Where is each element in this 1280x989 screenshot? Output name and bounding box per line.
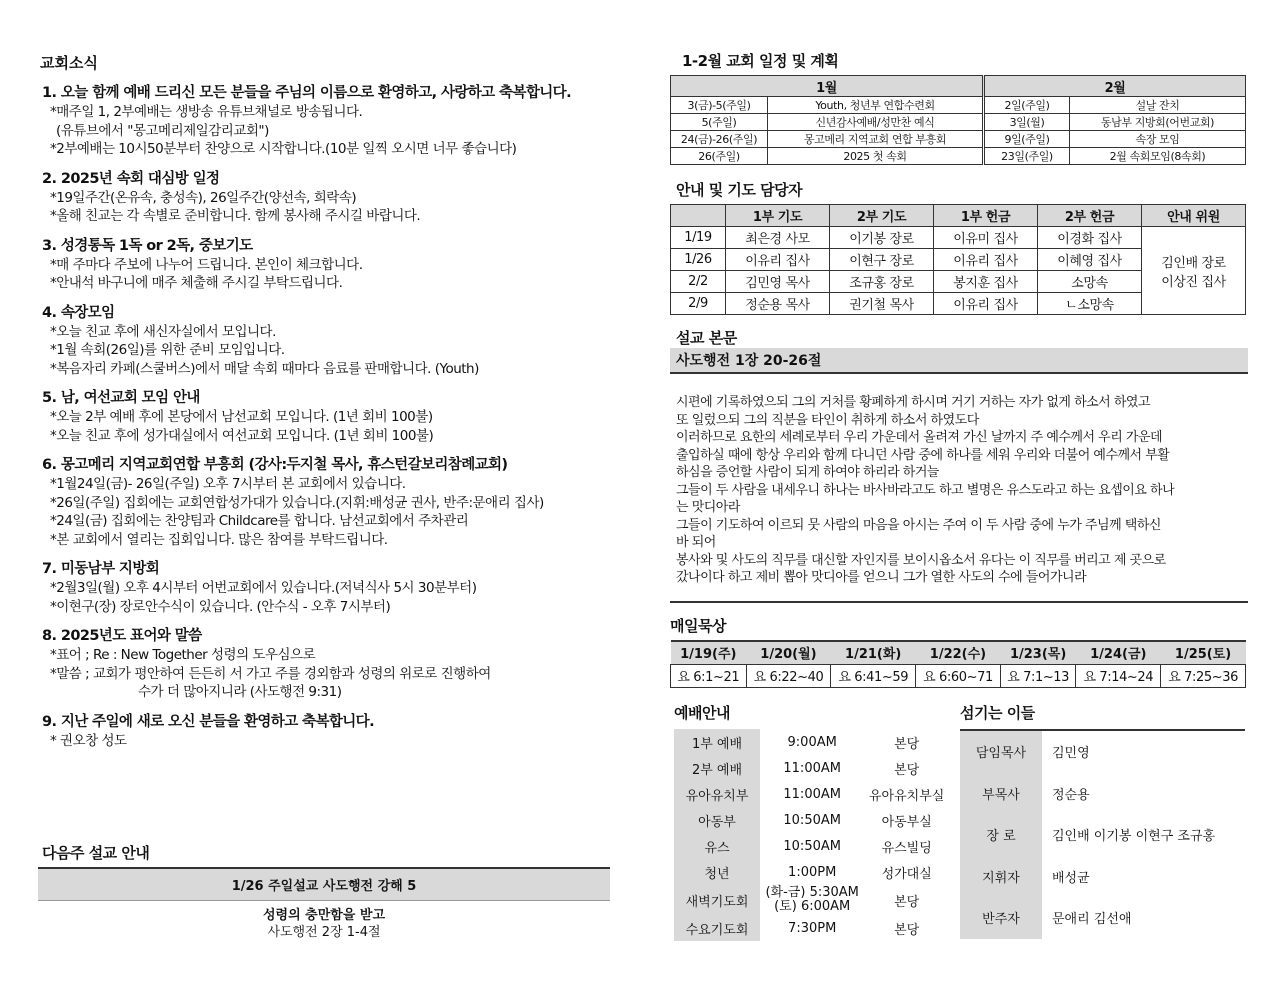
prayer-cell: 소망속 bbox=[1038, 271, 1142, 293]
prayer-header: 안내 위원 bbox=[1142, 205, 1246, 227]
daily-date: 1/19(주) bbox=[671, 641, 747, 665]
table-row bbox=[671, 114, 1246, 131]
servant-names: 문애리 김선애 bbox=[1052, 912, 1132, 928]
news-line: *오늘 친교 후에 성가대실에서 여선교회 모입니다. (1년 회비 100불) bbox=[50, 427, 434, 444]
news-line: *24일(금) 집회에는 찬양팀과 Childcare를 합니다. 남선교회에서 주차관리 bbox=[50, 513, 469, 529]
sermon-line: 바 되어 bbox=[676, 535, 716, 550]
next-sermon-title: 다음주 설교 안내 bbox=[42, 844, 150, 862]
worship-time: 10:50AM bbox=[783, 812, 841, 828]
ushers-cell bbox=[1142, 227, 1246, 315]
news-item-title: 5. 남, 여선교회 모임 안내 bbox=[42, 390, 200, 406]
servants-table bbox=[960, 729, 1245, 939]
prayer-cell: 권기철 목사 bbox=[830, 293, 934, 315]
worship-name: 수요기도회 bbox=[674, 915, 760, 941]
worship-time: 11:00AM bbox=[783, 786, 841, 802]
worship-name: 아동부 bbox=[674, 807, 760, 833]
usher-name: 이상진 집사 bbox=[1161, 274, 1226, 290]
news-line: *이현구(장) 장로안수식이 있습니다. (안수식 - 오후 7시부터) bbox=[50, 598, 391, 615]
table-row bbox=[960, 730, 1245, 773]
sermon-line: 출입하실 때에 항상 우리와 함께 다니던 사람 중에 하나를 세워 우리와 더불어 예수께서 부활 bbox=[676, 447, 1170, 463]
prayer-cell: 이혜영 집사 bbox=[1038, 249, 1142, 271]
servant-names: 김인배 이기봉 이현구 조규홍 bbox=[1052, 829, 1216, 845]
prayer-cell: 이유리 집사 bbox=[726, 249, 830, 271]
prayer-cell: 이유리 집사 bbox=[934, 249, 1038, 271]
prayer-cell: 김민영 목사 bbox=[726, 271, 830, 293]
schedule-date: 2일(주일) bbox=[984, 97, 1070, 114]
prayer-cell: 이유리 집사 bbox=[934, 293, 1038, 315]
news-line: *매 주마다 주보에 나누어 드립니다. 본인이 체크합니다. bbox=[50, 256, 363, 273]
daily-ref: 요 6:1~21 bbox=[671, 664, 747, 687]
month-1-header: 1월 bbox=[671, 76, 984, 97]
news-line: *26일(주일) 집회에는 교회연합성가대가 있습니다.(지휘:배성균 권사, 반주:문애리 집사) bbox=[50, 494, 544, 511]
news-item-title: 8. 2025년도 표어와 말씀 bbox=[42, 628, 202, 644]
news-line: *표어 ; Re : New Together 성령의 도우심으로 bbox=[50, 647, 316, 663]
prayer-header bbox=[671, 205, 726, 227]
news-item-6 bbox=[38, 455, 610, 549]
news-item-title: 4. 속장모임 bbox=[42, 304, 115, 321]
worship-place: 본당 bbox=[894, 894, 920, 910]
table-row bbox=[671, 131, 1246, 148]
schedule-table bbox=[670, 75, 1246, 165]
schedule-date: 24(금)-26(주일) bbox=[671, 131, 768, 148]
news-item-5 bbox=[38, 388, 610, 445]
worship-name: 청년 bbox=[674, 859, 760, 885]
servant-role: 장 로 bbox=[960, 814, 1042, 856]
news-line: *1월24일(금)- 26일(주일) 오후 7시부터 본 교회에서 있습니다. bbox=[50, 476, 406, 492]
schedule-event: 동남부 지방회(어번교회) bbox=[1070, 114, 1246, 131]
prayer-date: 1/19 bbox=[671, 227, 726, 249]
table-row bbox=[674, 807, 949, 833]
daily-date: 1/21(화) bbox=[831, 641, 916, 665]
news-line: *매주일 1, 2부예배는 생방송 유튜브채널로 방송됩니다. bbox=[50, 104, 363, 120]
prayer-date: 1/26 bbox=[671, 249, 726, 271]
news-line: *올해 친교는 각 속별로 준비합니다. 함께 봉사해 주시길 바랍니다. bbox=[50, 208, 421, 224]
table-row bbox=[674, 915, 949, 941]
worship-place: 아동부실 bbox=[881, 814, 932, 830]
worship-name: 1부 예배 bbox=[674, 729, 760, 755]
sermon-line: 시편에 기록하였으되 그의 거처를 황폐하게 하시며 거기 거하는 자가 없게 하소서 하였고 bbox=[676, 395, 1151, 410]
divider bbox=[670, 601, 1248, 603]
worship-table bbox=[674, 729, 949, 941]
news-item-title: 6. 몽고메리 지역교회연합 부흥회 (강사:두지철 목사, 휴스턴갈보리참례교회) bbox=[42, 457, 508, 473]
worship-time: 11:00AM bbox=[783, 760, 841, 776]
prayer-title: 안내 및 기도 담당자 bbox=[676, 181, 803, 199]
news-line: 수가 더 많아지니라 (사도행전 9:31) bbox=[138, 684, 342, 700]
sermon-line: 그들이 두 사람을 내세우니 하나는 바사바라고도 하고 별명은 유스도라고 하는 요셉이요 하나 bbox=[676, 482, 1175, 498]
schedule-date: 3(금)-5(주일) bbox=[671, 97, 768, 114]
table-row bbox=[674, 781, 949, 807]
news-item-3 bbox=[38, 236, 610, 293]
prayer-cell: 이유미 집사 bbox=[934, 227, 1038, 249]
worship-place: 성가대실 bbox=[881, 866, 932, 882]
daily-date: 1/23(목) bbox=[1000, 641, 1076, 665]
daily-date: 1/24(금) bbox=[1076, 641, 1161, 665]
worship-time: 10:50AM bbox=[783, 838, 841, 854]
worship-time: (토) 6:00AM bbox=[774, 899, 851, 914]
schedule-date: 26(주일) bbox=[671, 148, 768, 165]
daily-ref: 요 7:14~24 bbox=[1076, 664, 1161, 687]
next-sermon-scripture: 사도행전 2장 1-4절 bbox=[267, 925, 381, 940]
worship-time-cell bbox=[760, 885, 864, 915]
servant-names: 정순용 bbox=[1052, 787, 1090, 803]
news-item-title: 1. 오늘 함께 예배 드리신 모든 분들을 주님의 이름으로 환영하고, 사랑하고 축복합니다. bbox=[42, 85, 571, 101]
prayer-cell: ㄴ소망속 bbox=[1038, 293, 1142, 315]
daily-ref: 요 6:60~71 bbox=[916, 664, 1001, 687]
table-row bbox=[674, 833, 949, 859]
sermon-title: 설교 본문 bbox=[676, 329, 737, 347]
news-item-8 bbox=[38, 626, 610, 702]
daily-date: 1/20(월) bbox=[746, 641, 831, 665]
worship-place: 유아유치부실 bbox=[869, 788, 945, 804]
news-line: (유튜브에서 "몽고메리제일감리교회") bbox=[56, 122, 269, 139]
schedule-event: 속장 모임 bbox=[1070, 131, 1246, 148]
schedule-event: 몽고메리 지역교회 연합 부흥회 bbox=[768, 131, 984, 148]
worship-place: 본당 bbox=[894, 736, 920, 752]
table-row bbox=[960, 897, 1245, 939]
prayer-date: 2/2 bbox=[671, 271, 726, 293]
news-item-9 bbox=[38, 712, 610, 751]
table-row bbox=[674, 859, 949, 885]
schedule-title: 1-2월 교회 일정 및 계획 bbox=[682, 52, 839, 70]
prayer-cell: 이현구 장로 bbox=[830, 249, 934, 271]
daily-date: 1/22(수) bbox=[916, 641, 1001, 665]
schedule-event: 설날 잔치 bbox=[1070, 97, 1246, 114]
news-item-title: 3. 성경통독 1독 or 2독, 중보기도 bbox=[42, 237, 253, 254]
next-sermon-heading: 성령의 충만함을 받고 bbox=[262, 908, 386, 923]
daily-ref: 요 6:22~40 bbox=[746, 664, 831, 687]
schedule-date: 5(주일) bbox=[671, 114, 768, 131]
worship-time: 7:30PM bbox=[788, 920, 837, 936]
daily-date: 1/25(토) bbox=[1161, 641, 1246, 665]
news-line: *19일주간(온유속, 충성속), 26일주간(양선속, 희락속) bbox=[50, 189, 357, 206]
right-column bbox=[670, 50, 1248, 938]
sermon-text bbox=[676, 394, 1246, 587]
news-item-7 bbox=[38, 559, 610, 616]
sermon-line: 는 맛디아라 bbox=[676, 500, 740, 515]
daily-ref: 요 7:1~13 bbox=[1000, 664, 1076, 687]
prayer-header: 1부 기도 bbox=[726, 205, 830, 227]
servant-names: 배성균 bbox=[1052, 870, 1090, 886]
prayer-cell: 봉지훈 집사 bbox=[934, 271, 1038, 293]
month-2-header: 2월 bbox=[984, 76, 1246, 97]
news-line: *2월3일(월) 오후 4시부터 어번교회에서 있습니다.(저녁식사 5시 30분부터) bbox=[50, 580, 477, 596]
worship-section bbox=[674, 702, 954, 941]
news-line: *안내석 바구니에 매주 체출해 주시길 부탁드립니다. bbox=[50, 275, 343, 291]
news-line: *오늘 친교 후에 새신자실에서 모입니다. bbox=[50, 323, 276, 340]
news-item-title: 2. 2025년 속회 대심방 일정 bbox=[42, 170, 220, 187]
news-line: *오늘 2부 예배 후에 본당에서 남선교회 모입니다. (1년 회비 100불) bbox=[50, 409, 433, 425]
servant-role: 부목사 bbox=[960, 773, 1042, 815]
schedule-date: 9일(주일) bbox=[984, 131, 1070, 148]
prayer-header: 2부 헌금 bbox=[1038, 205, 1142, 227]
news-item-title: 9. 지난 주일에 새로 오신 분들을 환영하고 축복합니다. bbox=[42, 713, 374, 730]
prayer-cell: 정순용 목사 bbox=[726, 293, 830, 315]
table-row bbox=[960, 773, 1245, 815]
worship-name: 유아유치부 bbox=[674, 781, 760, 807]
worship-name: 유스 bbox=[674, 833, 760, 859]
prayer-table bbox=[670, 204, 1246, 315]
servant-names: 김민영 bbox=[1052, 746, 1090, 762]
table-row bbox=[674, 729, 949, 755]
worship-time: (화-금) 5:30AM bbox=[765, 885, 859, 900]
table-row bbox=[671, 97, 1246, 114]
news-line: * 권오창 성도 bbox=[50, 732, 127, 749]
servants-title: 섬기는 이들 bbox=[960, 704, 1035, 722]
worship-name: 새벽기도회 bbox=[674, 885, 760, 915]
news-item-2 bbox=[38, 169, 610, 226]
worship-place: 본당 bbox=[894, 922, 920, 938]
prayer-cell: 이기봉 장로 bbox=[830, 227, 934, 249]
church-news-column bbox=[38, 52, 610, 940]
daily-table bbox=[670, 640, 1246, 688]
daily-ref: 요 6:41~59 bbox=[831, 664, 916, 687]
servants-section bbox=[960, 702, 1248, 939]
table-row bbox=[671, 227, 1246, 249]
table-row bbox=[674, 755, 949, 781]
table-row bbox=[674, 885, 949, 915]
church-news-title: 교회소식 bbox=[40, 54, 98, 72]
schedule-date: 3일(월) bbox=[984, 114, 1070, 131]
news-line: *복음자리 카페(스쿨버스)에서 매달 속회 때마다 음료를 판매합니다. (Youth) bbox=[50, 360, 479, 377]
sermon-line: 또 일렀으되 그의 직분을 타인이 취하게 하소서 하였도다 bbox=[676, 412, 979, 428]
sermon-line: 하심을 증언할 사람이 되게 하여야 하리라 하거늘 bbox=[676, 465, 939, 480]
prayer-cell: 최은경 사모 bbox=[726, 227, 830, 249]
schedule-event: 2025 첫 속회 bbox=[768, 148, 984, 165]
sermon-line: 그들이 기도하여 이르되 뭇 사람의 마음을 아시는 주여 이 두 사람 중에 누가 주님께 택하신 bbox=[676, 517, 1161, 533]
next-sermon-bar: 1/26 주일설교 사도행전 강해 5 bbox=[38, 867, 610, 901]
worship-title: 예배안내 bbox=[674, 704, 730, 722]
worship-place: 유스빌딩 bbox=[881, 840, 932, 856]
prayer-date: 2/9 bbox=[671, 293, 726, 315]
schedule-date: 23일(주일) bbox=[984, 148, 1070, 165]
servant-role: 지휘자 bbox=[960, 856, 1042, 898]
daily-title: 매일묵상 bbox=[670, 616, 726, 635]
table-row bbox=[960, 814, 1245, 856]
usher-name: 김인배 장로 bbox=[1161, 255, 1226, 271]
news-item-1 bbox=[38, 83, 610, 159]
prayer-header: 1부 헌금 bbox=[934, 205, 1038, 227]
news-line: *말씀 ; 교회가 평안하여 든든히 서 가고 주를 경외함과 성령의 위로로 진행하여 bbox=[50, 665, 491, 682]
servant-role: 반주자 bbox=[960, 897, 1042, 939]
table-row bbox=[960, 856, 1245, 898]
schedule-event: 2월 속회모임(8속회) bbox=[1070, 148, 1246, 165]
servant-role: 담임목사 bbox=[960, 730, 1042, 773]
prayer-header: 2부 기도 bbox=[830, 205, 934, 227]
news-item-4 bbox=[38, 303, 610, 379]
schedule-event: Youth, 청년부 연합수련회 bbox=[768, 97, 984, 114]
next-sermon-box bbox=[38, 867, 610, 941]
schedule-event: 신년감사예배/성만찬 예식 bbox=[768, 114, 984, 131]
news-item-title: 7. 미동남부 지방회 bbox=[42, 561, 160, 577]
news-line: *2부예배는 10시50분부터 찬양으로 시작합니다.(10분 일찍 오시면 너무 좋습니다) bbox=[50, 141, 517, 157]
prayer-cell: 조규홍 장로 bbox=[830, 271, 934, 293]
worship-time: 1:00PM bbox=[788, 864, 837, 880]
sermon-passage: 사도행전 1장 20-26절 bbox=[670, 348, 1248, 374]
sermon-line: 봉사와 및 사도의 직무를 대신할 자인지를 보이시옵소서 유다는 이 직무를 버리고 제 곳으로 bbox=[676, 552, 1166, 568]
daily-ref: 요 7:25~36 bbox=[1161, 664, 1246, 687]
table-row bbox=[671, 148, 1246, 165]
sermon-line: 이러하므로 요한의 세례로부터 우리 가운데서 올려져 가신 날까지 주 예수께서 우리 가운데 bbox=[676, 430, 1163, 445]
sermon-line: 갔나이다 하고 제비 뽑아 맛디아를 얻으니 그가 열한 사도의 수에 들어가니라 bbox=[676, 570, 1087, 585]
news-line: *1월 속회(26일)를 위한 준비 모임입니다. bbox=[50, 342, 285, 358]
worship-name: 2부 예배 bbox=[674, 755, 760, 781]
worship-place: 본당 bbox=[894, 762, 920, 778]
prayer-cell: 이경화 집사 bbox=[1038, 227, 1142, 249]
news-line: *본 교회에서 열리는 집회입니다. 많은 참여를 부탁드립니다. bbox=[50, 531, 388, 548]
worship-time: 9:00AM bbox=[787, 734, 837, 750]
